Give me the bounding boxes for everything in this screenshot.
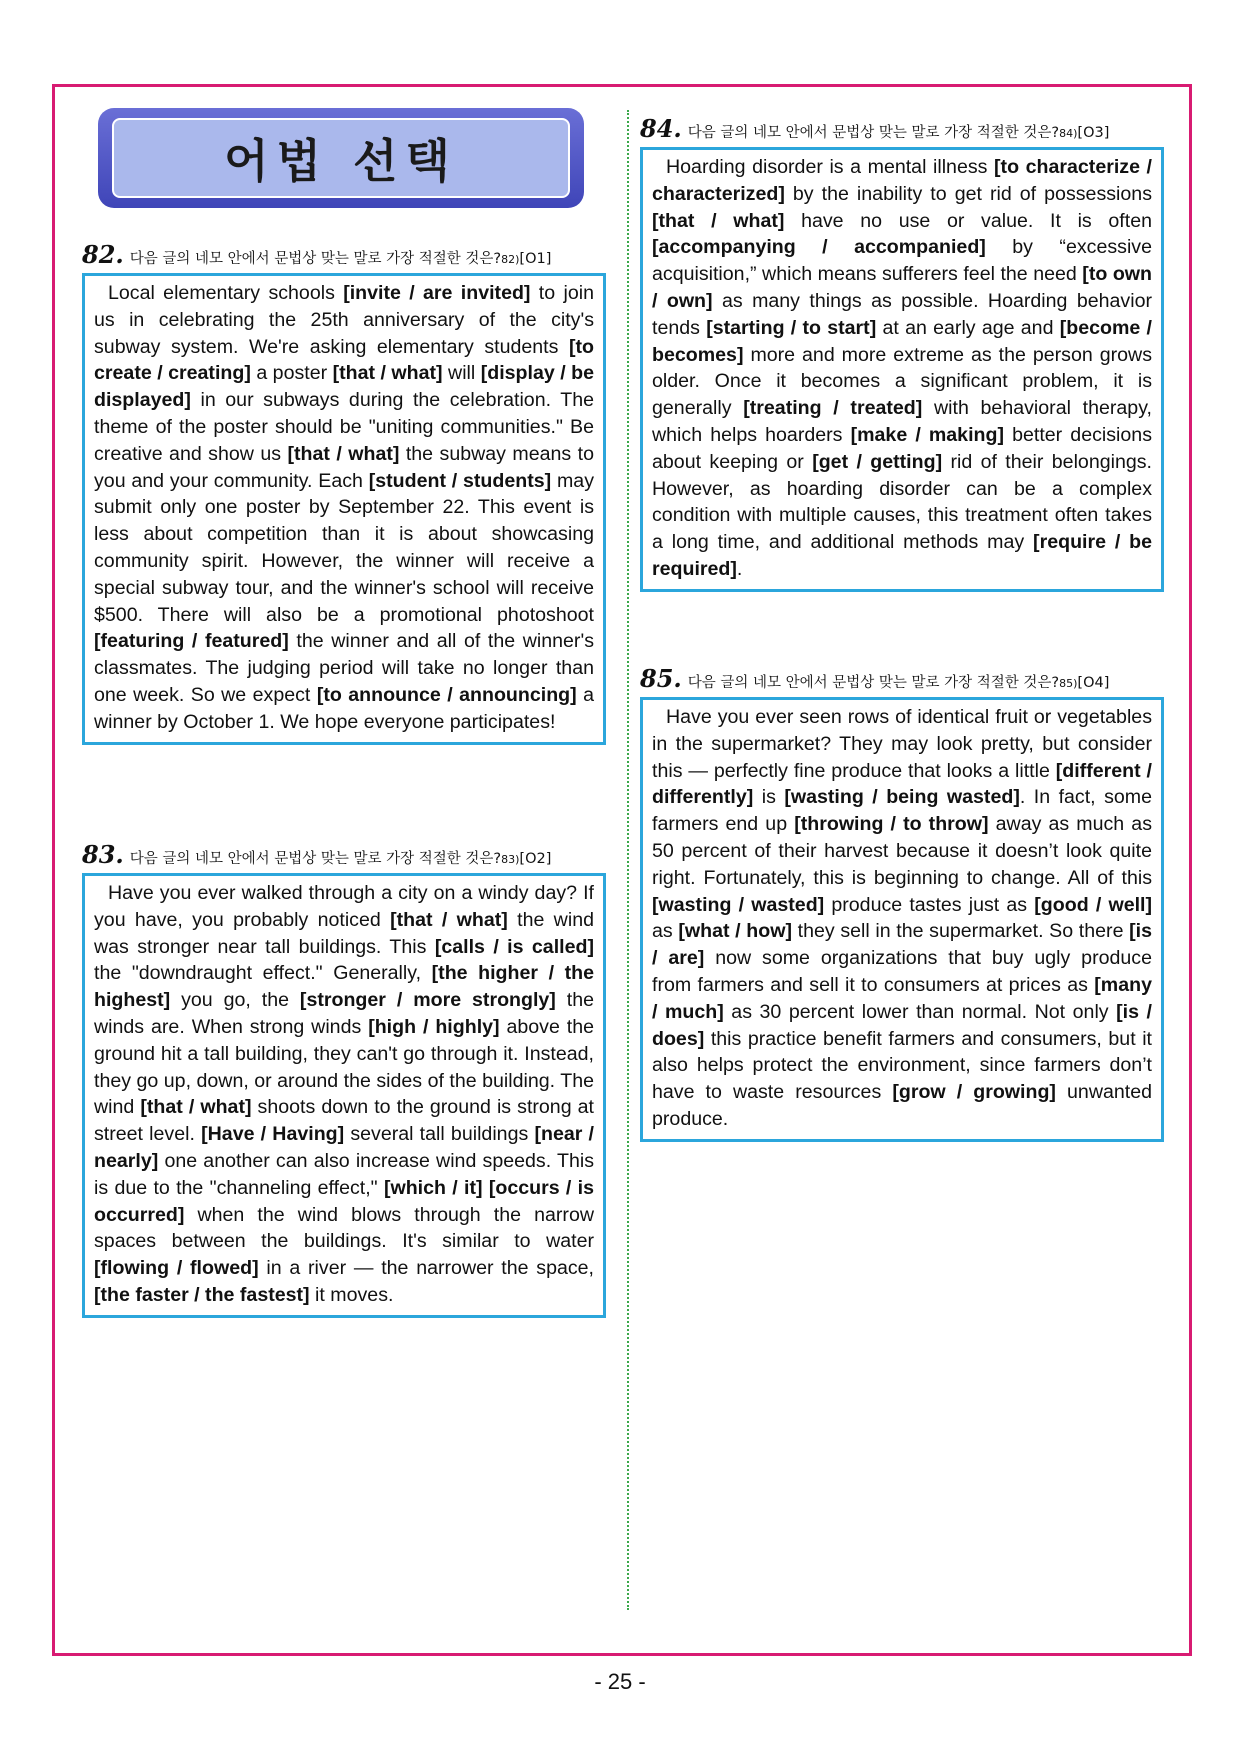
passage-text: a winner by October 1. We hope everyone participates! bbox=[94, 683, 595, 733]
answer-choice: [treating / treated] bbox=[743, 397, 923, 420]
passage-text: more and more extreme as the person grows older. Once it becomes a significant problem, it is generally bbox=[652, 343, 1152, 420]
answer-choice: [become / becomes] bbox=[652, 316, 1153, 366]
answer-choice: [grow / growing] bbox=[892, 1081, 1056, 1104]
question-ref-code: [O3] bbox=[1077, 125, 1110, 141]
passage-box bbox=[82, 873, 606, 1318]
answer-choice: [different / differently] bbox=[652, 759, 1152, 809]
answer-choice: [flowing / flowed] bbox=[94, 1257, 259, 1280]
answer-choice: [student / students] bbox=[368, 469, 552, 492]
passage-text: the winner and all of the winner's classmates. The judging period will take no longer than one week. So we expect bbox=[94, 630, 594, 706]
passage-text: as many things as possible. Hoarding behavior tends bbox=[652, 289, 1153, 339]
question-ref-code: [O2] bbox=[519, 851, 552, 867]
question-instruction: 다음 글의 네모 안에서 문법상 맞는 말로 가장 적절한 것은? bbox=[687, 125, 1060, 141]
passage-text: Local elementary schools bbox=[108, 282, 344, 304]
question-number: 84. bbox=[640, 114, 682, 143]
passage-text: the subway means to you and your community. Each bbox=[94, 442, 594, 492]
question-83 bbox=[82, 840, 606, 1318]
question-header bbox=[640, 114, 1164, 143]
question-number: 83. bbox=[82, 840, 124, 869]
answer-choice: [to own / own] bbox=[652, 263, 1152, 312]
answer-choice: [starting / to start] bbox=[706, 316, 877, 339]
passage-text: will bbox=[442, 362, 481, 385]
answer-choice: [occurs / is occurred] bbox=[94, 1176, 595, 1226]
section-title: 어법 선택 bbox=[224, 134, 458, 188]
passage-box bbox=[82, 273, 606, 745]
question-instruction: 다음 글의 네모 안에서 문법상 맞는 말로 가장 적절한 것은? bbox=[687, 675, 1060, 691]
answer-choice: [that / what] bbox=[390, 908, 508, 931]
passage-text: at an early age and bbox=[876, 316, 1060, 339]
passage-text: the "downdraught effect." Generally, bbox=[94, 962, 432, 985]
column-divider bbox=[627, 110, 629, 1610]
question-header bbox=[82, 240, 606, 269]
answer-choice: [get / getting] bbox=[812, 450, 943, 473]
page-number: - 25 - bbox=[594, 1669, 646, 1694]
question-ref-sup: 82) bbox=[501, 253, 520, 266]
question-ref-sup: 85) bbox=[1059, 677, 1078, 690]
answer-choice: [that / what] bbox=[652, 209, 785, 232]
passage-text: with behavioral therapy, which helps hoarders bbox=[652, 397, 1152, 446]
question-header bbox=[640, 664, 1164, 693]
passage-text: as 30 percent lower than normal. Not only bbox=[723, 1000, 1117, 1023]
passage-text: as bbox=[652, 920, 679, 943]
passage-text: this practice benefit farmers and consumers, but it also helps protect the environment, since farmers don’t have to waste resources bbox=[652, 1027, 1152, 1104]
answer-choice: [featuring / featured] bbox=[94, 630, 289, 653]
answer-choice: [near / nearly] bbox=[94, 1123, 594, 1172]
answer-choice: [accompanying / accompanied] bbox=[652, 236, 986, 259]
question-ref-sup: 84) bbox=[1059, 127, 1078, 140]
answer-choice: [what / how] bbox=[678, 920, 792, 943]
section-title-inner bbox=[112, 118, 570, 198]
passage-text: above the ground hit a tall building, they can't go through it. Instead, they go up, down, or around the sides of the building. The wind bbox=[94, 1015, 595, 1119]
answer-choice: [that / what] bbox=[332, 362, 443, 385]
answer-choice: [make / making] bbox=[850, 423, 1004, 446]
answer-choice: [stronger / more strongly] bbox=[299, 989, 556, 1012]
passage-text: may submit only one poster by September 22. This event is less about competition than it is about showcasing community spirit. However, the winner will receive a special subway tour, and the winner's school will receive $500. There will also be a promotional photoshoot bbox=[94, 469, 594, 626]
answer-choice: [many / much] bbox=[652, 973, 1152, 1023]
question-84 bbox=[640, 114, 1164, 592]
question-instruction: 다음 글의 네모 안에서 문법상 맞는 말로 가장 적절한 것은? bbox=[129, 851, 502, 867]
passage-text: Have you ever walked through a city on a windy day? If you have, you probably noticed bbox=[94, 882, 594, 931]
answer-choice: [Have / Having] bbox=[201, 1123, 345, 1146]
passage-text: in a river — the narrower the space, bbox=[258, 1257, 595, 1280]
passage-text: one another can also increase wind speeds. This is due to the "channeling effect," bbox=[94, 1149, 594, 1199]
answer-choice: [invite / are invited] bbox=[343, 282, 531, 304]
passage-text: unwanted produce. bbox=[652, 1081, 1152, 1130]
passage-text: away as much as 50 percent of their harvest because it doesn’t look quite right. Fortunately, this is beginning to change. All of this bbox=[652, 813, 1152, 889]
question-85 bbox=[640, 664, 1164, 1142]
answer-choice: [to announce / announcing] bbox=[316, 683, 577, 706]
question-ref-code: [O1] bbox=[519, 251, 552, 267]
passage-text: . bbox=[736, 557, 743, 580]
passage-text: Have you ever seen rows of identical fruit or vegetables in the supermarket? They may look pretty, but consider this — perfectly fine produce that looks a little bbox=[652, 706, 1152, 782]
answer-choice: [the faster / the fastest] bbox=[94, 1283, 310, 1306]
passage-text: by the inability to get rid of possessions bbox=[784, 182, 1152, 205]
answer-choice: [is / does] bbox=[652, 1000, 1152, 1050]
passage-box bbox=[640, 147, 1164, 592]
passage-text: rid of their belongings. However, as hoarding disorder can be a complex condition with multiple causes, this treatment often takes a long time, and additional methods may bbox=[652, 450, 1153, 554]
answer-choice: [require / be required] bbox=[652, 531, 1152, 580]
answer-choice: [to create / creating] bbox=[94, 335, 594, 385]
passage-text: better decisions about keeping or bbox=[652, 423, 1152, 473]
answer-choice: [that / what] bbox=[287, 442, 400, 465]
answer-choice: [throwing / to throw] bbox=[794, 813, 989, 836]
passage-text: a poster bbox=[250, 362, 333, 385]
passage-text: shoots down to the ground is strong at street level. bbox=[94, 1096, 594, 1146]
question-82 bbox=[82, 240, 606, 745]
answer-choice: [wasting / wasted] bbox=[652, 893, 825, 916]
answer-choice: [wasting / being wasted] bbox=[784, 786, 1020, 809]
question-ref-sup: 83) bbox=[501, 853, 520, 866]
passage-box bbox=[640, 697, 1164, 1142]
passage-text: have no use or value. It is often bbox=[784, 209, 1152, 232]
answer-choice: [display / be displayed] bbox=[94, 362, 594, 412]
passage-text: now some organizations that buy ugly produce from farmers and sell it to consumers at prices as bbox=[652, 947, 1152, 996]
passage-text: you go, the bbox=[170, 989, 300, 1012]
answer-choice: [to characterize / characterized] bbox=[652, 156, 1152, 205]
answer-choice: [calls / is called] bbox=[434, 935, 594, 958]
answer-choice: [that / what] bbox=[140, 1096, 252, 1119]
passage-text: the wind was stronger near tall buildings. This bbox=[94, 908, 594, 958]
passage-text: Hoarding disorder is a mental illness bbox=[666, 156, 995, 178]
answer-choice: [the higher / the highest] bbox=[94, 962, 595, 1012]
passage-text: several tall buildings bbox=[344, 1123, 535, 1146]
question-header bbox=[82, 840, 606, 869]
passage-text: produce tastes just as bbox=[824, 893, 1035, 916]
question-ref-code: [O4] bbox=[1077, 675, 1110, 691]
question-number: 85. bbox=[640, 664, 682, 693]
passage-text: when the wind blows through the narrow spaces between the buildings. It's similar to water bbox=[94, 1203, 594, 1253]
passage-text: they sell in the supermarket. So there bbox=[791, 920, 1130, 943]
passage-text: to join us in celebrating the 25th anniversary of the city's subway system. We're asking elementary students bbox=[94, 282, 594, 358]
passage-text: in our subways during the celebration. The theme of the poster should be "uniting communities." Be creative and show us bbox=[94, 389, 594, 465]
answer-choice: [which / it] bbox=[383, 1176, 483, 1199]
answer-choice: [good / well] bbox=[1034, 893, 1152, 916]
section-title-banner bbox=[98, 108, 584, 208]
passage-text: is bbox=[753, 786, 785, 809]
answer-choice: [high / highly] bbox=[368, 1015, 500, 1038]
passage-text: it moves. bbox=[309, 1283, 394, 1306]
answer-choice: [is / are] bbox=[652, 920, 1152, 970]
question-number: 82. bbox=[82, 240, 124, 269]
passage-text: the winds are. When strong winds bbox=[94, 989, 594, 1038]
question-instruction: 다음 글의 네모 안에서 문법상 맞는 말로 가장 적절한 것은? bbox=[129, 251, 502, 267]
passage-text: by “excessive acquisition,” which means sufferers feel the need bbox=[652, 236, 1152, 286]
passage-text: . In fact, some farmers end up bbox=[652, 786, 1152, 836]
